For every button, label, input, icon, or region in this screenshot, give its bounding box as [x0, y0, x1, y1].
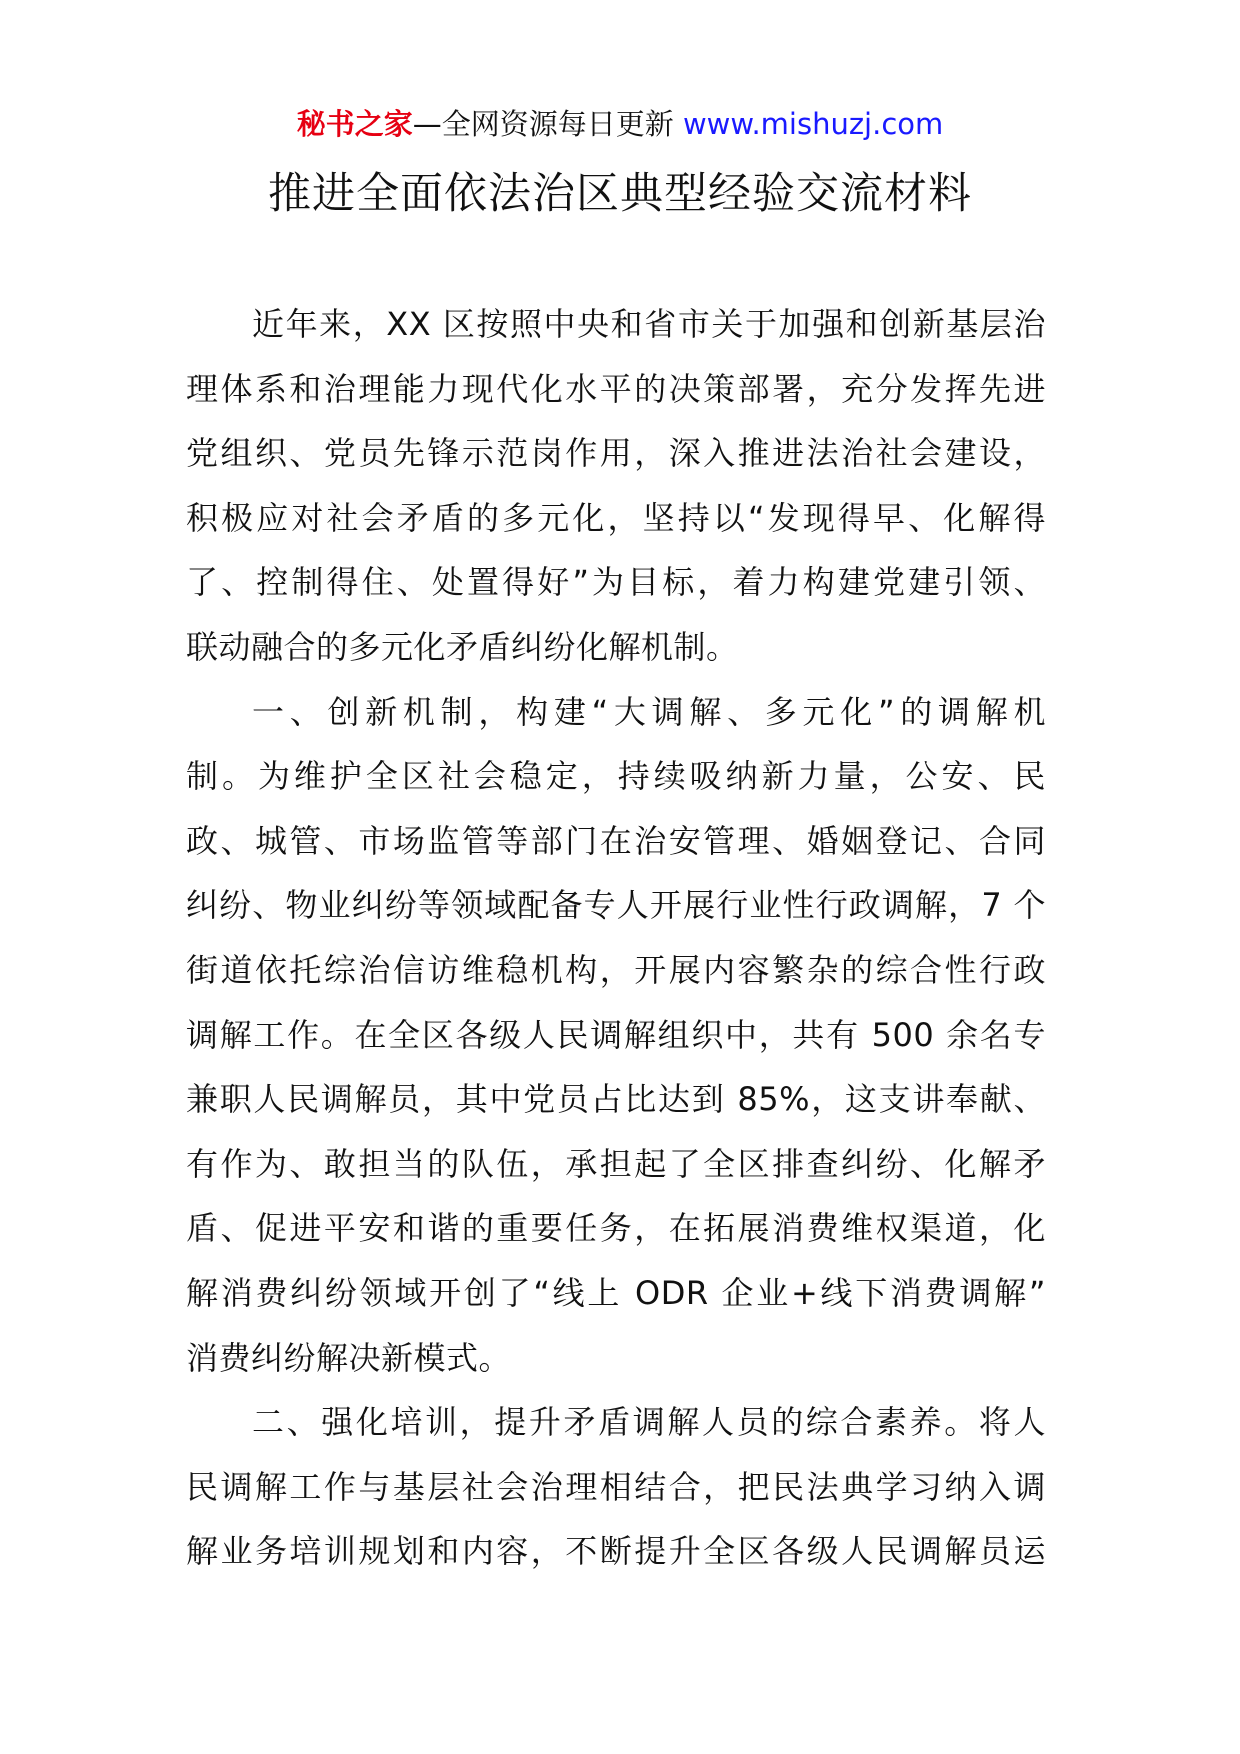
- section-2-line: 解业务培训规划和内容，不断提升全区各级人民调解员运: [186, 1532, 1046, 1571]
- section-1-line: 制。为维护全区社会稳定，持续吸纳新力量，公安、民: [186, 757, 1046, 796]
- document-title: 推进全面依法治区典型经验交流材料: [268, 169, 972, 219]
- paragraph-1-line: 党组织、党员先锋示范岗作用，深入推进法治社会建设，: [186, 434, 1046, 473]
- section-1-line: 兼职人民调解员，其中党员占比达到 85%，这支讲奉献、: [186, 1080, 1046, 1119]
- site-banner: [0, 104, 1240, 144]
- banner-tagline: —全网资源每日更新: [412, 107, 683, 141]
- paragraph-1-line: 联动融合的多元化矛盾纠纷化解机制。: [186, 627, 739, 666]
- section-2-line: 民调解工作与基层社会治理相结合，把民法典学习纳入调: [186, 1467, 1046, 1506]
- paragraph-1-line: 积极应对社会矛盾的多元化，坚持以“发现得早、化解得: [186, 498, 1046, 537]
- section-1-line: 消费纠纷解决新模式。: [186, 1338, 512, 1377]
- section-2-heading-line: 二、强化培训，提升矛盾调解人员的综合素养。将人: [252, 1403, 1046, 1442]
- brand-name[interactable]: 秘书之家: [296, 107, 413, 141]
- section-1-line: 街道依托综治信访维稳机构，开展内容繁杂的综合性行政: [186, 950, 1046, 989]
- paragraph-1-line: 近年来，XX 区按照中央和省市关于加强和创新基层治: [252, 305, 1046, 343]
- section-1-heading-line: 一、创新机制，构建“大调解、多元化”的调解机: [252, 692, 1046, 731]
- section-1-line: 解消费纠纷领域开创了“线上 ODR 企业+线下消费调解”: [186, 1273, 1046, 1312]
- section-1-line: 调解工作。在全区各级人民调解组织中，共有 500 余名专: [186, 1015, 1046, 1054]
- site-url-link[interactable]: www.mishuzj.com: [682, 107, 944, 141]
- section-1-line: 纠纷、物业纠纷等领域配备专人开展行业性行政调解，7 个: [186, 886, 1046, 925]
- document-body: [186, 292, 1046, 1584]
- section-1-line: 政、城管、市场监管等部门在治安管理、婚姻登记、合同: [186, 821, 1046, 860]
- paragraph-1-line: 理体系和治理能力现代化水平的决策部署，充分发挥先进: [186, 369, 1046, 408]
- paragraph-1-line: 了、控制得住、处置得好”为目标，着力构建党建引领、: [186, 563, 1046, 602]
- section-1-line: 有作为、敢担当的队伍，承担起了全区排查纠纷、化解矛: [186, 1144, 1046, 1183]
- section-1-line: 盾、促进平安和谐的重要任务，在拓展消费维权渠道，化: [186, 1209, 1046, 1248]
